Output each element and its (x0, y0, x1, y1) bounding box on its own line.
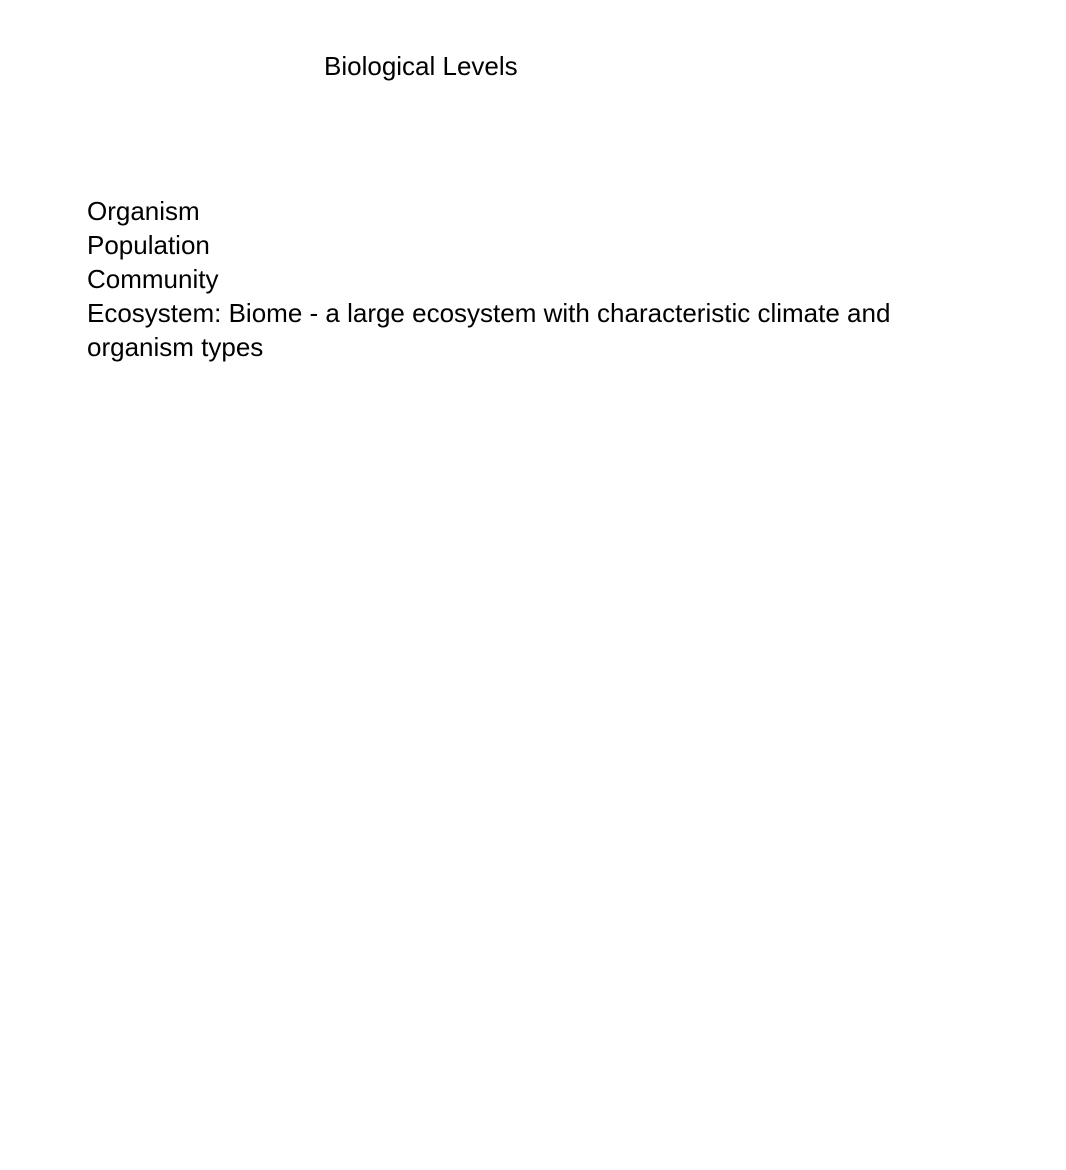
page-title: Biological Levels (324, 51, 518, 81)
level-item-population: Population (87, 230, 210, 260)
level-item-ecosystem: Ecosystem: Biome - a large ecosystem with characteristic climate and organism types (87, 298, 891, 362)
level-item-organism: Organism (87, 196, 200, 226)
level-item-community: Community (87, 264, 219, 294)
biological-levels-list (87, 194, 987, 364)
